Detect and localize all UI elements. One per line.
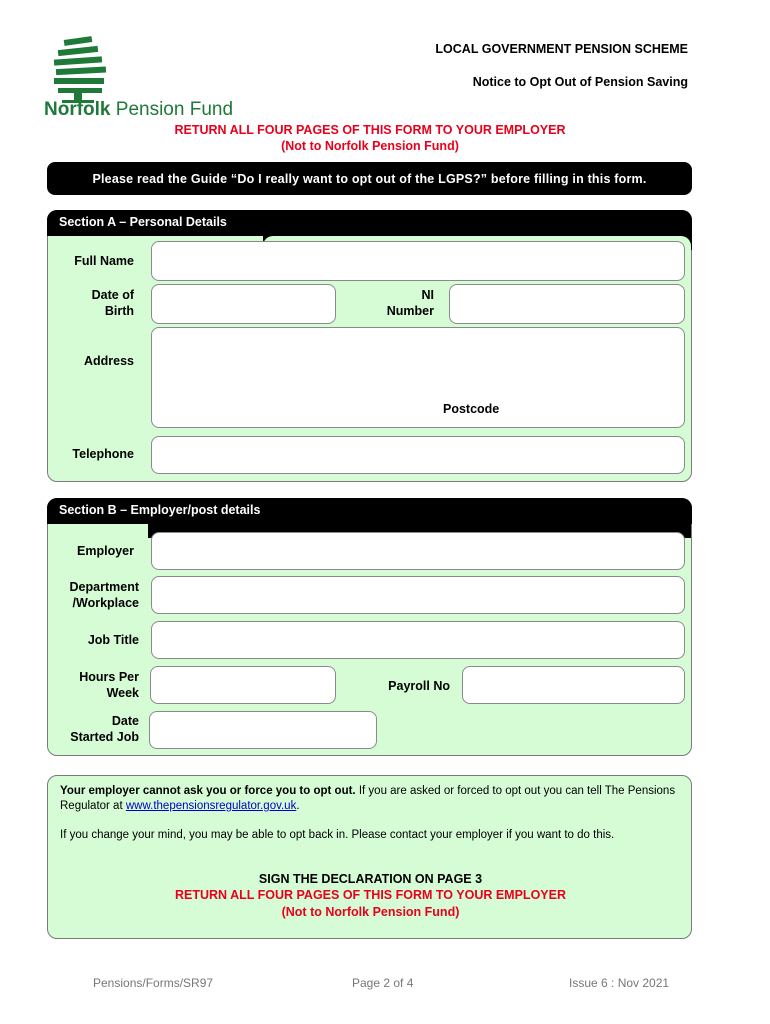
date-started-job-label: Date Started Job — [70, 714, 139, 744]
payroll-no-label: Payroll No — [388, 679, 450, 693]
guide-banner: Please read the Guide “Do I really want to opt out of the LGPS?” before filling in this form. — [47, 162, 692, 195]
department-label: Department /Workplace — [69, 580, 139, 610]
logo-text: Norfolk Pension Fund — [44, 99, 234, 120]
hours-per-week-label: Hours Per Week — [79, 670, 139, 700]
footer-page-number: Page 2 of 4 — [352, 976, 414, 990]
full-name-field[interactable] — [151, 241, 685, 281]
payroll-no-field[interactable] — [462, 666, 685, 704]
job-title-field[interactable] — [151, 621, 685, 659]
job-title-label: Job Title — [87, 633, 139, 647]
section-b-employer-details — [47, 498, 692, 756]
date-started-job-field[interactable] — [149, 711, 377, 749]
opt-back-in-text: If you change your mind, you may be able to opt back in. Please contact your employer if you want to do this. — [60, 829, 615, 841]
section-b-title: Section B – Employer/post details — [59, 503, 261, 517]
opt-out-info-box — [47, 775, 692, 939]
notice-title: Notice to Opt Out of Pension Saving — [472, 75, 688, 89]
ni-number-label: NI Number — [386, 288, 434, 318]
scheme-title: LOCAL GOVERNMENT PENSION SCHEME — [435, 42, 688, 56]
section-a-title: Section A – Personal Details — [59, 215, 227, 229]
address-label: Address — [83, 354, 134, 368]
hours-per-week-field[interactable] — [150, 666, 336, 704]
telephone-field[interactable] — [151, 436, 685, 474]
return-notice-line1: RETURN ALL FOUR PAGES OF THIS FORM TO YOUR EMPLOYER — [174, 123, 566, 137]
department-field[interactable] — [151, 576, 685, 614]
return-notice-line2: (Not to Norfolk Pension Fund) — [281, 139, 459, 153]
ni-number-field[interactable] — [449, 284, 685, 324]
section-a-personal-details — [47, 210, 692, 482]
dob-label: Date of Birth — [91, 288, 134, 318]
employer-label: Employer — [77, 544, 134, 558]
footer-form-ref: Pensions/Forms/SR97 — [93, 976, 214, 990]
footer-issue: Issue 6 : Nov 2021 — [569, 976, 670, 990]
employer-notice-text: Your employer cannot ask you or force you to opt out. If you are asked or forced to opt out you can tell The Pensions Regulator at www.thepensionsregulator.gov.uk. — [60, 785, 676, 812]
sign-declaration-text: SIGN THE DECLARATION ON PAGE 3 — [258, 872, 483, 886]
employer-field[interactable] — [151, 532, 685, 570]
full-name-label: Full Name — [74, 254, 134, 268]
dob-field[interactable] — [151, 284, 336, 324]
address-field[interactable] — [151, 327, 685, 428]
telephone-label: Telephone — [72, 447, 134, 461]
return-all-pages-text: RETURN ALL FOUR PAGES OF THIS FORM TO YOUR EMPLOYER — [175, 888, 566, 902]
not-to-fund-text: (Not to Norfolk Pension Fund) — [281, 905, 460, 919]
pensions-regulator-link[interactable]: www.thepensionsregulator.gov.uk — [125, 800, 297, 812]
postcode-label: Postcode — [443, 402, 500, 416]
